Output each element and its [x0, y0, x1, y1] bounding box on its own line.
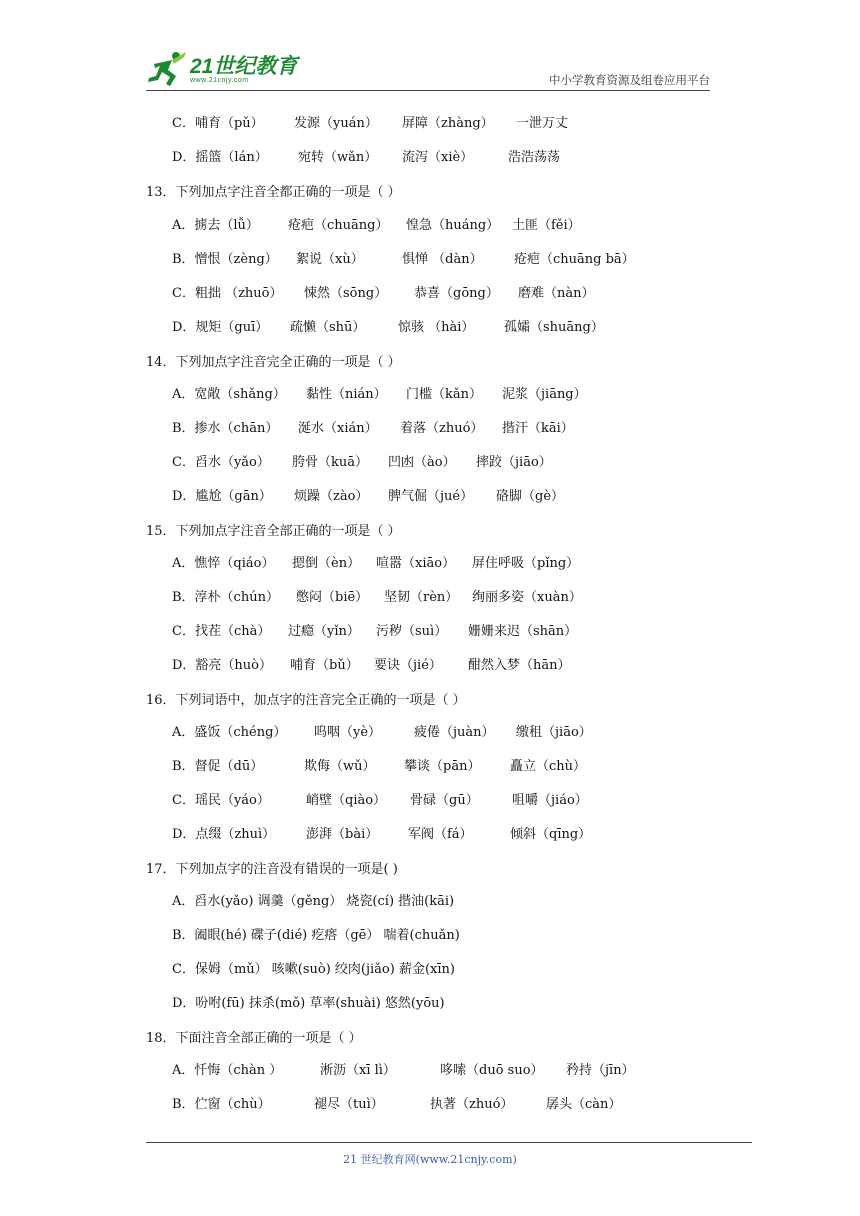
- option-item: 绚丽多姿（xuàn）: [472, 590, 582, 605]
- option-item: D．豁亮（huò）: [172, 658, 272, 673]
- option-item: C．粗拙 （zhuō）: [172, 286, 283, 301]
- option-item: 执著（zhuó）: [430, 1097, 514, 1112]
- logo-url: www.21cnjy.com: [190, 77, 249, 84]
- option-item: 硌脚（gè）: [496, 489, 565, 504]
- option-item: 哆嗦（duō suo）: [440, 1063, 544, 1078]
- option-item: 过瘾（yǐn）: [288, 624, 360, 639]
- option-item: A．憔悴（qiáo）: [172, 556, 275, 571]
- option-item: 攀谈（pān）: [404, 759, 481, 774]
- option-item: C．舀水（yǎo）: [172, 455, 270, 470]
- option-item: 坚韧（rèn）: [384, 590, 459, 605]
- option-item: 淅沥（xī lì）: [320, 1063, 396, 1078]
- option-item: 喧嚣（xiāo）: [376, 556, 456, 571]
- option-item: B．伫窗（chù）: [172, 1097, 271, 1112]
- option-item: 凹凼（ào）: [388, 455, 456, 470]
- option-item: A．宽敞（shǎng）: [172, 387, 286, 402]
- option-item: 军阀（fá）: [408, 827, 473, 842]
- option-item: 惊骇 （hài）: [398, 320, 475, 335]
- logo: [146, 46, 316, 90]
- option-item: 要诀（jié）: [374, 658, 442, 673]
- option-item: 疮疤（chuāng bā）: [514, 252, 635, 267]
- option-item: 摁倒（èn）: [292, 556, 361, 571]
- question-stem: 13．下列加点字注音全都正确的一项是（ ）: [146, 185, 401, 200]
- option-item: 孱头（càn）: [546, 1097, 622, 1112]
- option-item: 污秽（suì）: [376, 624, 448, 639]
- option-item: 孤孀（shuāng）: [504, 320, 604, 335]
- option-item: D．摇篮（lán）: [172, 150, 268, 165]
- option-item: 惧惮 （dàn）: [402, 252, 483, 267]
- option-item: 惶急（huáng）: [406, 218, 500, 233]
- option-item: D．尴尬（gān）: [172, 489, 272, 504]
- footer-divider: [146, 1142, 752, 1143]
- option-item: 流泻（xiè）: [402, 150, 474, 165]
- option-item: 一泄万丈: [516, 116, 569, 131]
- page-header: [146, 46, 710, 90]
- option-item: 涎水（xián）: [298, 421, 378, 436]
- option-item: D．规矩（guī）: [172, 320, 269, 335]
- option-item: 骨碌（gū）: [410, 793, 479, 808]
- option-item: 屏住呼吸（pǐng）: [472, 556, 580, 571]
- question-stem: 17．下列加点字的注音没有错误的一项是( ): [146, 862, 398, 877]
- option-item: 疲倦（juàn）: [414, 725, 495, 740]
- option-item: 胯骨（kuā）: [292, 455, 369, 470]
- option-item: B．淳朴（chún）: [172, 590, 279, 605]
- option-item: 呜咽（yè）: [314, 725, 382, 740]
- option-item: 咀嚼（jiáo）: [512, 793, 588, 808]
- option-item: B．掺水（chān）: [172, 421, 279, 436]
- option-item: 揩汗（kāi）: [502, 421, 574, 436]
- option-item: 缴租（jiāo）: [516, 725, 592, 740]
- question-stem: 18．下面注音全部正确的一项是（ ）: [146, 1031, 362, 1046]
- option-item: A．舀水(yǎo) 调羹（gěng） 烧瓷(cí) 揩油(kāi): [172, 894, 455, 909]
- option-item: 峭壁（qiào）: [306, 793, 387, 808]
- option-item: 恭喜（gōng）: [414, 286, 499, 301]
- option-item: A．盛饭（chéng）: [172, 725, 287, 740]
- option-item: 酣然入梦（hān）: [468, 658, 571, 673]
- option-item: 矜持（jīn）: [566, 1063, 635, 1078]
- footer-text: 21 世纪教育网(www.21cnjy.com): [343, 1153, 517, 1166]
- header-divider: [146, 90, 710, 91]
- option-item: 欺侮（wǔ）: [304, 759, 376, 774]
- option-item: 疏懒（shū）: [290, 320, 366, 335]
- question-stem: 14．下列加点字注音完全正确的一项是（ ）: [146, 355, 401, 370]
- option-item: C．哺育（pǔ）: [172, 116, 264, 131]
- option-item: 脾气倔（jué）: [388, 489, 474, 504]
- option-item: 倾斜（qīng）: [510, 827, 592, 842]
- question-stem: 16．下列词语中，加点字的注音完全正确的一项是（ ）: [146, 693, 466, 708]
- option-item: 烦躁（zào）: [294, 489, 369, 504]
- option-item: 门槛（kǎn）: [406, 387, 483, 402]
- option-item: D．吩咐(fū) 抹杀(mǒ) 草率(shuài) 悠然(yōu): [172, 996, 445, 1011]
- option-item: 姗姗来迟（shān）: [468, 624, 578, 639]
- option-item: 土匪（fěi）: [512, 218, 581, 233]
- option-item: D．点缀（zhuì）: [172, 827, 276, 842]
- option-item: 屏障（zhàng）: [402, 116, 494, 131]
- option-item: 着落（zhuó）: [400, 421, 484, 436]
- option-item: C．找茬（chà）: [172, 624, 271, 639]
- option-item: B．督促（dū）: [172, 759, 264, 774]
- option-item: 憋闷（biē）: [296, 590, 369, 605]
- option-item: 悚然（sōng）: [304, 286, 388, 301]
- option-item: 褪尽（tuì）: [314, 1097, 384, 1112]
- option-item: 浩浩荡荡: [508, 150, 561, 165]
- question-stem: 15．下列加点字注音全部正确的一项是（ ）: [146, 524, 401, 539]
- option-item: B．阖眼(hé) 碟子(dié) 疙瘩（gē） 喘着(chuǎn): [172, 928, 460, 943]
- option-item: 矗立（chù）: [510, 759, 587, 774]
- option-item: 疮疤（chuāng）: [288, 218, 389, 233]
- option-item: 摔跤（jiāo）: [476, 455, 552, 470]
- option-item: C．瑶民（yáo）: [172, 793, 270, 808]
- option-item: 宛转（wǎn）: [298, 150, 378, 165]
- option-item: C．保姆（mǔ） 咳嗽(suò) 绞肉(jiǎo) 薪金(xīn): [172, 962, 455, 977]
- option-item: 絮说（xù）: [296, 252, 364, 267]
- site-label: 中小学教育资源及组卷应用平台: [549, 73, 710, 87]
- option-item: A．忏悔（chàn ）: [172, 1063, 283, 1078]
- option-item: B．憎恨（zèng）: [172, 252, 278, 267]
- option-item: 澎湃（bài）: [306, 827, 379, 842]
- option-item: A．掳去（lǚ）: [172, 218, 259, 233]
- option-item: 磨难（nàn）: [518, 286, 595, 301]
- option-item: 泥浆（jiāng）: [502, 387, 587, 402]
- option-item: 黏性（nián）: [306, 387, 387, 402]
- logo-text: 21世纪教育: [190, 55, 298, 78]
- option-item: 哺育（bǔ）: [290, 658, 359, 673]
- runner-logo-icon: [146, 50, 188, 88]
- option-item: 发源（yuán）: [294, 116, 378, 131]
